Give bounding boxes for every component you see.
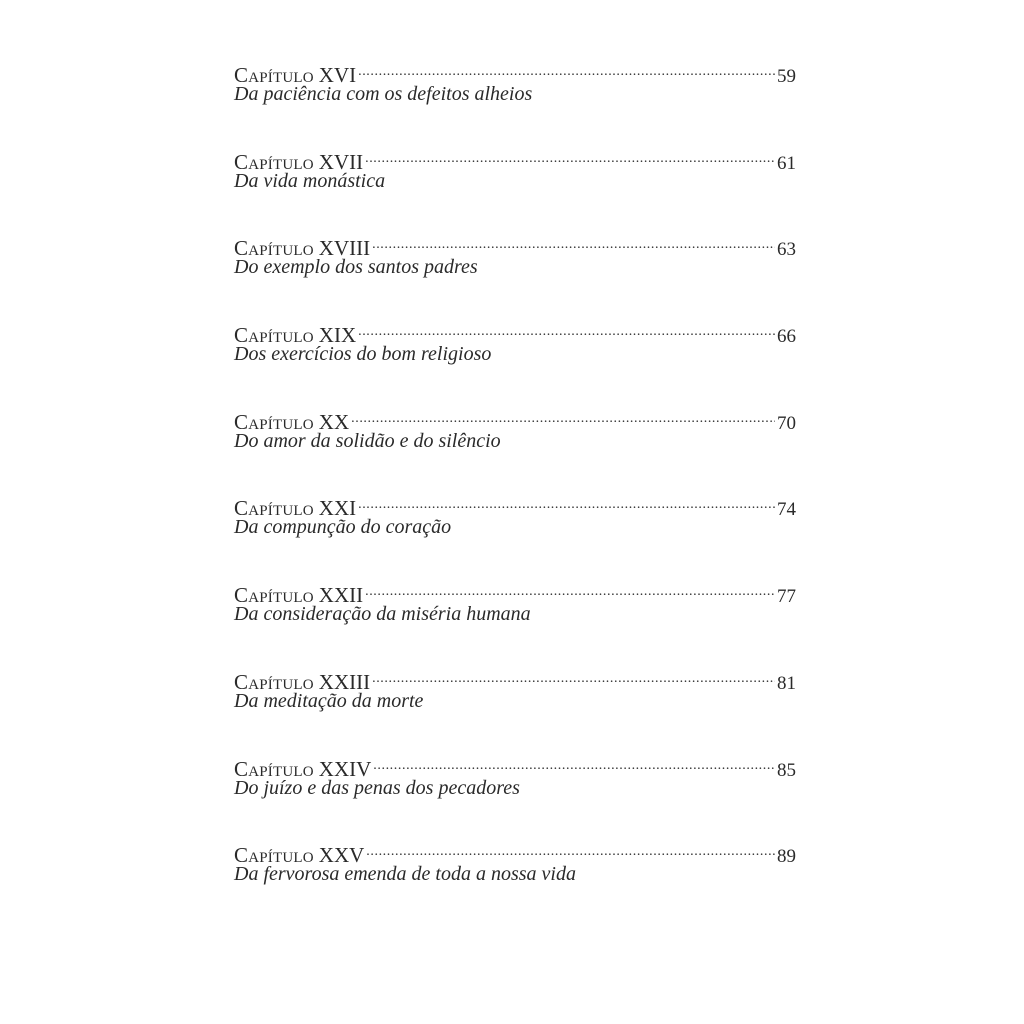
chapter-label: Capítulo	[234, 583, 314, 608]
dot-leader	[358, 56, 775, 82]
toc-entry	[234, 403, 796, 490]
dot-leader	[372, 663, 775, 689]
chapter-label: Capítulo	[234, 409, 314, 434]
dot-leader	[365, 576, 775, 602]
dot-leader	[366, 836, 775, 862]
chapter-numeral: XXIV	[318, 756, 372, 781]
dot-leader	[358, 316, 775, 342]
toc-entry-heading	[234, 836, 796, 868]
table-of-contents	[234, 56, 796, 923]
dot-leader	[372, 229, 775, 255]
page-number: 89	[777, 846, 796, 868]
chapter-label: Capítulo	[234, 669, 314, 694]
dot-leader	[373, 750, 775, 776]
chapter-subtitle: Da fervorosa emenda de toda a nossa vida	[234, 863, 576, 886]
toc-entry-heading	[234, 576, 796, 608]
page-number: 77	[777, 586, 796, 608]
chapter-subtitle: Da meditação da morte	[234, 689, 424, 712]
page-number: 66	[777, 326, 796, 348]
chapter-numeral: XXIII	[318, 669, 371, 694]
dot-leader	[351, 403, 775, 429]
toc-entry-heading	[234, 750, 796, 781]
toc-entry-heading	[234, 229, 796, 261]
page-number: 85	[777, 759, 796, 781]
chapter-numeral: XXI	[318, 496, 357, 521]
page-number: 59	[777, 66, 796, 87]
page-number: 63	[777, 239, 796, 261]
chapter-subtitle: Da consideração da miséria humana	[234, 603, 531, 626]
chapter-subtitle: Da vida monástica	[234, 169, 386, 192]
toc-entry	[234, 489, 796, 576]
toc-entry-heading	[234, 663, 796, 694]
dot-leader	[358, 489, 775, 515]
chapter-numeral: XIX	[318, 323, 357, 348]
chapter-label: Capítulo	[234, 236, 314, 261]
chapter-subtitle: Do exemplo dos santos padres	[234, 256, 478, 279]
chapter-subtitle: Do amor da solidão e do silêncio	[234, 429, 501, 452]
chapter-label: Capítulo	[234, 756, 314, 781]
toc-entry	[234, 836, 796, 923]
chapter-subtitle: Da paciência com os defeitos alheios	[234, 83, 533, 105]
page-number: 61	[777, 152, 796, 174]
chapter-numeral: XVI	[318, 63, 357, 87]
chapter-label: Capítulo	[234, 496, 314, 521]
toc-entry	[234, 229, 796, 316]
toc-entry	[234, 143, 796, 230]
toc-entry	[234, 576, 796, 663]
toc-entry-heading	[234, 316, 796, 348]
toc-entry	[234, 56, 796, 143]
chapter-numeral: XX	[318, 409, 350, 434]
toc-entry-heading	[234, 489, 796, 521]
toc-entry	[234, 750, 796, 837]
chapter-label: Capítulo	[234, 843, 314, 868]
chapter-subtitle: Da compunção do coração	[234, 516, 452, 539]
toc-entry	[234, 316, 796, 403]
chapter-label: Capítulo	[234, 149, 314, 174]
toc-entry	[234, 663, 796, 750]
chapter-numeral: XXV	[318, 843, 365, 868]
page-number: 81	[777, 672, 796, 694]
toc-entry-heading	[234, 56, 796, 87]
chapter-subtitle: Dos exercícios do bom religioso	[234, 343, 492, 366]
chapter-label: Capítulo	[234, 63, 314, 87]
chapter-subtitle: Do juízo e das penas dos pecadores	[234, 776, 520, 799]
chapter-numeral: XVII	[318, 149, 364, 174]
chapter-numeral: XVIII	[318, 236, 371, 261]
chapter-label: Capítulo	[234, 323, 314, 348]
page-number: 70	[777, 412, 796, 434]
toc-entry-heading	[234, 143, 796, 174]
page-number: 74	[777, 499, 796, 521]
dot-leader	[365, 143, 775, 169]
chapter-numeral: XXII	[318, 583, 364, 608]
toc-entry-heading	[234, 403, 796, 434]
